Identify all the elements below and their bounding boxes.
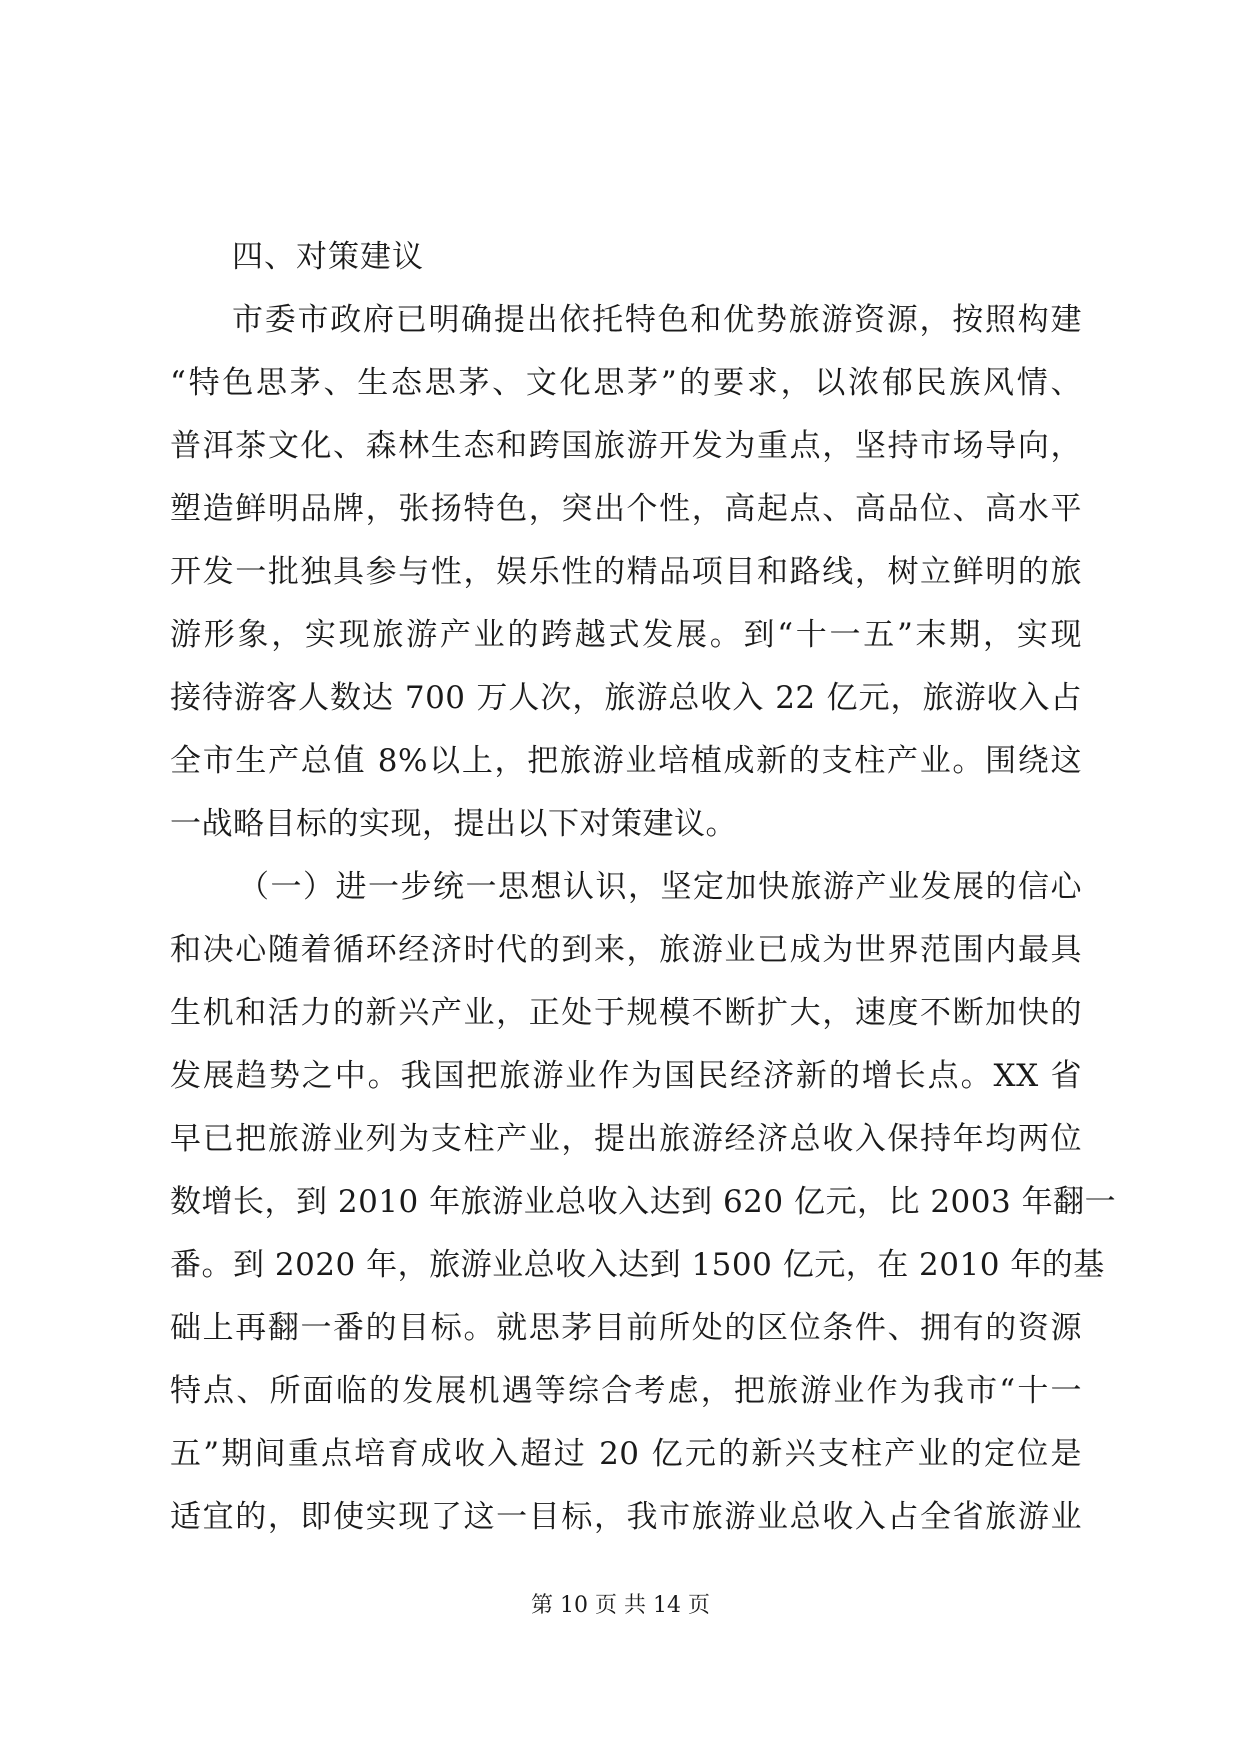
paragraph-line: 适宜的，即使实现了这一目标，我市旅游业总收入占全省旅游业 (170, 1499, 1082, 1535)
paragraph-line: 普洱茶文化、森林生态和跨国旅游开发为重点，坚持市场导向， (170, 428, 1082, 464)
document-body (170, 226, 1117, 1549)
paragraph-line: 一战略目标的实现，提出以下对策建议。 (170, 806, 737, 842)
paragraph-line: 五”期间重点培育成收入超过 20 亿元的新兴支柱产业的定位是 (170, 1436, 1082, 1472)
paragraph-line: 早已把旅游业列为支柱产业，提出旅游经济总收入保持年均两位 (170, 1121, 1082, 1157)
paragraph-line: 和决心随着循环经济时代的到来，旅游业已成为世界范围内最具 (170, 932, 1082, 968)
paragraph-line: 塑造鲜明品牌，张扬特色，突出个性，高起点、高品位、高水平 (170, 491, 1082, 527)
paragraph-2 (170, 856, 1117, 1549)
paragraph-line: 开发一批独具参与性，娱乐性的精品项目和路线，树立鲜明的旅 (170, 554, 1082, 590)
paragraph-line: 生机和活力的新兴产业，正处于规模不断扩大，速度不断加快的 (170, 995, 1082, 1031)
paragraph-1 (170, 289, 1082, 856)
paragraph-line: 接待游客人数达 700 万人次，旅游总收入 22 亿元，旅游收入占 (170, 680, 1082, 716)
paragraph-line: 发展趋势之中。我国把旅游业作为国民经济新的增长点。XX 省 (170, 1058, 1082, 1094)
paragraph-line: 全市生产总值 8%以上，把旅游业培植成新的支柱产业。围绕这 (170, 743, 1082, 779)
section-heading: 四、对策建议 (232, 239, 424, 275)
paragraph-line: 特点、所面临的发展机遇等综合考虑，把旅游业作为我市“十一 (170, 1373, 1082, 1409)
page-number-footer: 第 10 页 共 14 页 (531, 1593, 710, 1618)
paragraph-line: 础上再翻一番的目标。就思茅目前所处的区位条件、拥有的资源 (170, 1310, 1082, 1346)
paragraph-line: 番。到 2020 年，旅游业总收入达到 1500 亿元，在 2010 年的基 (170, 1247, 1105, 1283)
paragraph-line: 市委市政府已明确提出依托特色和优势旅游资源，按照构建 (232, 302, 1082, 338)
paragraph-line: “特色思茅、生态思茅、文化思茅”的要求，以浓郁民族风情、 (170, 365, 1082, 401)
paragraph-line: （一）进一步统一思想认识，坚定加快旅游产业发展的信心 (238, 869, 1082, 905)
paragraph-line: 数增长，到 2010 年旅游业总收入达到 620 亿元，比 2003 年翻一 (170, 1184, 1117, 1220)
paragraph-line: 游形象，实现旅游产业的跨越式发展。到“十一五”末期，实现 (170, 617, 1082, 653)
